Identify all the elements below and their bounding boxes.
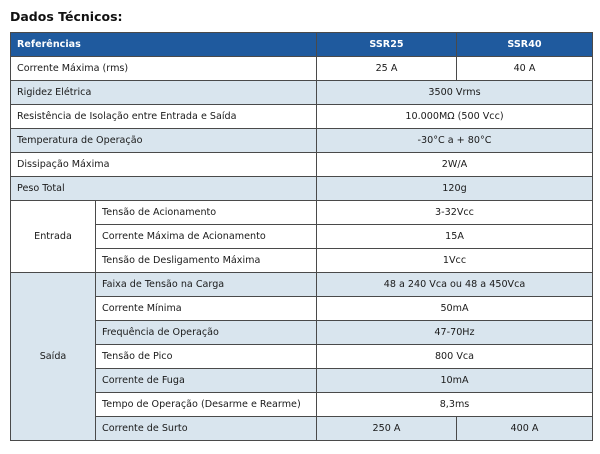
table-header-row — [11, 33, 593, 57]
row-label: Corrente de Surto — [96, 417, 317, 441]
technical-data-table — [10, 32, 593, 441]
section-title: Dados Técnicos: — [10, 9, 123, 24]
row-label: Tensão de Desligamento Máxima — [96, 249, 317, 273]
row-label: Rigidez Elétrica — [11, 81, 317, 105]
row-label: Tensão de Acionamento — [96, 201, 317, 225]
row-label: Corrente Máxima de Acionamento — [96, 225, 317, 249]
cell-value: 50mA — [317, 297, 593, 321]
group-label-saida: Saída — [11, 273, 96, 441]
row-label: Corrente Mínima — [96, 297, 317, 321]
cell-ssr25: 250 A — [317, 417, 457, 441]
row-label: Corrente Máxima (rms) — [11, 57, 317, 81]
row-label: Faixa de Tensão na Carga — [96, 273, 317, 297]
table-row — [11, 393, 593, 417]
cell-value: 2W/A — [317, 153, 593, 177]
cell-value: 3500 Vrms — [317, 81, 593, 105]
table-row — [11, 57, 593, 81]
table-row — [11, 105, 593, 129]
table-row — [11, 273, 593, 297]
row-label: Peso Total — [11, 177, 317, 201]
table-row — [11, 201, 593, 225]
row-label: Tensão de Pico — [96, 345, 317, 369]
table-row — [11, 129, 593, 153]
table-row — [11, 297, 593, 321]
row-label: Resistência de Isolação entre Entrada e Saída — [11, 105, 317, 129]
table-row — [11, 177, 593, 201]
row-label: Corrente de Fuga — [96, 369, 317, 393]
cell-value: 47-70Hz — [317, 321, 593, 345]
row-label: Temperatura de Operação — [11, 129, 317, 153]
table-row — [11, 225, 593, 249]
row-label: Tempo de Operação (Desarme e Rearme) — [96, 393, 317, 417]
cell-value: 120g — [317, 177, 593, 201]
cell-value: 10.000MΩ (500 Vcc) — [317, 105, 593, 129]
cell-value: 48 a 240 Vca ou 48 a 450Vca — [317, 273, 593, 297]
table-row — [11, 369, 593, 393]
group-label-entrada: Entrada — [11, 201, 96, 273]
table-row — [11, 417, 593, 441]
cell-value: 15A — [317, 225, 593, 249]
header-ssr40: SSR40 — [457, 33, 593, 57]
cell-ssr25: 25 A — [317, 57, 457, 81]
cell-value: 800 Vca — [317, 345, 593, 369]
cell-ssr40: 40 A — [457, 57, 593, 81]
row-label: Frequência de Operação — [96, 321, 317, 345]
cell-ssr40: 400 A — [457, 417, 593, 441]
row-label: Dissipação Máxima — [11, 153, 317, 177]
cell-value: 10mA — [317, 369, 593, 393]
table-row — [11, 153, 593, 177]
cell-value: 1Vcc — [317, 249, 593, 273]
table-row — [11, 345, 593, 369]
table-row — [11, 249, 593, 273]
table-row — [11, 321, 593, 345]
cell-value: -30°C a + 80°C — [317, 129, 593, 153]
header-ssr25: SSR25 — [317, 33, 457, 57]
table-row — [11, 81, 593, 105]
cell-value: 3-32Vcc — [317, 201, 593, 225]
header-referencias: Referências — [11, 33, 317, 57]
cell-value: 8,3ms — [317, 393, 593, 417]
